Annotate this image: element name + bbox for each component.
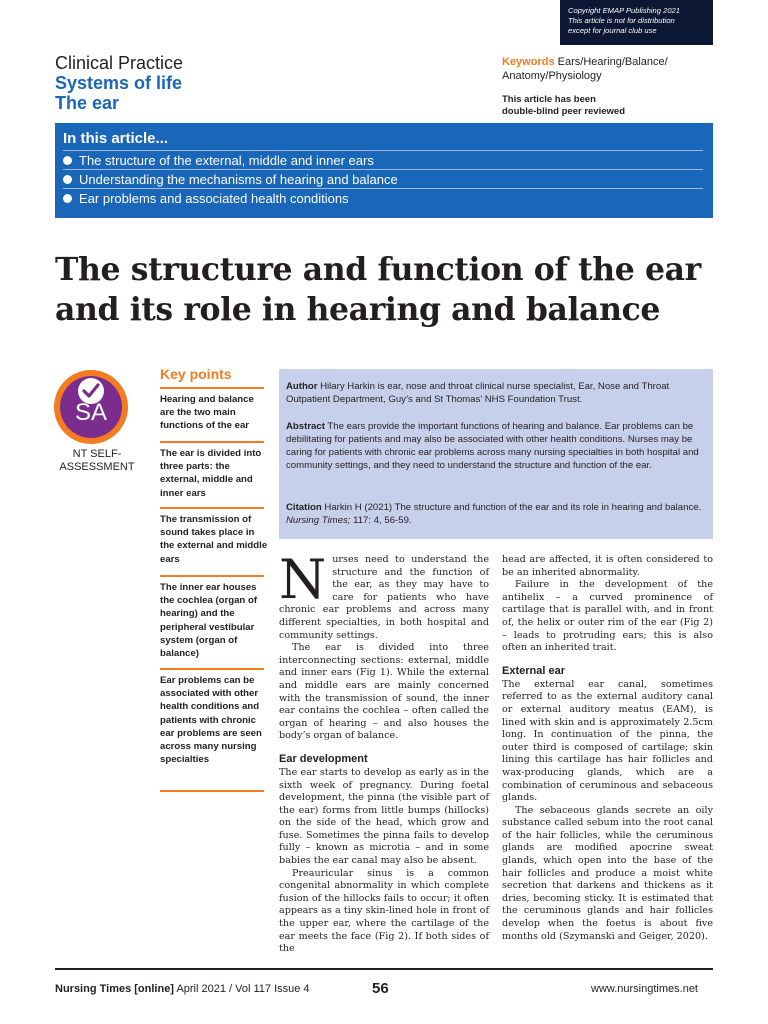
footer-journal: [55, 983, 310, 995]
body-paragraph: The ear starts to develop as early as in the sixth week of pregnancy. During foetal development, the pinna (the visible part of the ear) forms from little bumps (hillocks) on the side of the head, which grow and fuse. Sometimes the pinna fails to develop fully – known as microtia – and in some babies the ear canal may also be absent.: [279, 766, 489, 867]
body-paragraph: [279, 548, 489, 642]
headline-line-1: The structure and function of the ear: [55, 251, 701, 288]
citation-label: Citation: [286, 502, 322, 513]
key-point: Hearing and balance are the two main functions of the ear: [160, 394, 254, 432]
copyright-line-1: Copyright EMAP Publishing 2021: [568, 6, 681, 15]
in-article-item-text: The structure of the external, middle and inner ears: [79, 153, 374, 168]
subheading-ear-development: Ear development: [279, 752, 368, 765]
copyright-banner: [560, 0, 713, 45]
body-paragraph: Preauricular sinus is a common congenital abnormality in which complete fusion of the hillocks fails to occur; it often appears as a tiny skin-lined hole in front of the upper ear, where the cartilage of the ear meets the face (Fig 2). If both sides of the: [279, 867, 489, 955]
body-paragraph: The sebaceous glands secrete an oily substance called sebum into the root canal of the hair follicles, while the ceruminous glands are modified apocrine sweat glands, which open into the base of the hair follicles and produce a moist white secretion that darkens and thickens as it dries, becoming sticky. It is estimated that the ceruminous glands and hair follicles develop when the foetus is about five months old (Szymanski and Geiger, 2020).: [502, 804, 713, 942]
in-article-item-text: Understanding the mechanisms of hearing and balance: [79, 172, 398, 187]
footer-journal-name: Nursing Times [online]: [55, 983, 174, 995]
section-label: Clinical Practice: [55, 53, 184, 73]
key-points-divider: [160, 507, 264, 509]
self-assessment-badge-inner: [60, 376, 122, 438]
headline-line-2: and its role in hearing and balance: [55, 291, 660, 328]
key-points-divider: [160, 387, 264, 389]
key-point: The inner ear houses the cochlea (organ of hearing) and the peripheral vestibular system (organ of balance): [160, 582, 258, 660]
in-article-item-text: Ear problems and associated health conditions: [79, 191, 349, 206]
keywords-label: Keywords: [502, 56, 555, 68]
abstract-label: Abstract: [286, 421, 325, 432]
bullet-icon: [63, 194, 72, 203]
key-points-title: Key points: [160, 366, 232, 382]
body-paragraph-text: urses need to understand the structure and the function of the ear, as they may have to care for patients who have chronic ear problems and across many different specialties, in both hospital and community settings.: [279, 554, 489, 641]
key-points-divider: [160, 668, 264, 670]
copyright-line-3: except for journal club use: [568, 26, 657, 35]
bullet-icon: [63, 156, 72, 165]
abstract-text: The ears provide the important functions of hearing and balance. Ear problems can be debilitating for patients and may also be associated with other health conditions. Nurses may be caring for patients with chronic ear problems across many nursing specialties in both hospital and community settings, and they need to understand the structure and function of the ear.: [286, 421, 699, 471]
self-assessment-label-line-2: ASSESSMENT: [59, 461, 135, 473]
author-paragraph: [286, 380, 708, 406]
body-paragraph: The ear is divided into three interconnecting sections: external, middle and inner ears (Fig 1). While the external and middle ears are mainly concerned with the transmission of sound, the inner ear contains the cochlea – often called the organ of hearing – and also houses the body’s organ of balance.: [279, 642, 489, 742]
keywords-line-2: Anatomy/Physiology: [502, 70, 602, 82]
sa-badge-text: SA: [74, 399, 107, 426]
footer-divider: [55, 968, 713, 970]
self-assessment-label: [54, 448, 140, 474]
peer-review-note: [502, 94, 702, 118]
body-column-2: [502, 554, 713, 943]
body-paragraph: Failure in the development of the antihelix – a curved prominence of cartilage that is parallel with, and in front of, the helix or outer rim of the ear (Fig 2) – leads to protruding ears; this is also often an inherited trait.: [502, 579, 713, 654]
subheading-external-ear: External ear: [502, 664, 565, 677]
abstract-box: [279, 369, 713, 539]
page-number: 56: [372, 980, 389, 997]
key-point: The transmission of sound takes place in the external and middle ears: [160, 514, 268, 565]
author-label: Author: [286, 381, 318, 392]
author-text: Hilary Harkin is ear, nose and throat clinical nurse specialist, Ear, Nose and Throat Outpatient Department, Guy’s and St Thomas’ NHS Foundation Trust.: [286, 381, 670, 405]
footer-url[interactable]: www.nursingtimes.net: [591, 983, 698, 995]
key-points-divider: [160, 441, 264, 443]
abstract-paragraph: [286, 420, 708, 472]
body-paragraph: head are affected, it is often considered to be an inherited abnormality.: [502, 554, 713, 578]
key-point: Ear problems can be associated with other health conditions and patients with chronic ear problems are seen across many nursing specialties: [160, 675, 262, 766]
key-point: The ear is divided into three parts: the external, middle and inner ears: [160, 448, 262, 499]
body-column-1: [279, 548, 489, 956]
self-assessment-label-line-1: NT SELF-: [72, 448, 122, 460]
footer-issue: April 2021 / Vol 117 Issue 4: [176, 983, 310, 995]
keywords: [502, 55, 702, 83]
peer-review-line-2: double-blind peer reviewed: [502, 106, 625, 117]
keywords-line-1: Ears/Hearing/Balance/: [557, 56, 668, 68]
copyright-line-2: This article is not for distribution: [568, 16, 675, 25]
key-points-divider: [160, 790, 264, 792]
article-headline: [55, 250, 735, 330]
citation-paragraph: [286, 501, 708, 527]
citation-text: Harkin H (2021) The structure and function of the ear and its role in hearing and balance.: [324, 502, 702, 513]
drop-cap: N: [279, 548, 327, 611]
series-label: Systems of life: [55, 73, 183, 93]
citation-tail: 117: 4, 56-59.: [353, 515, 412, 526]
key-points-divider: [160, 575, 264, 577]
citation-journal: Nursing Times;: [286, 515, 351, 526]
in-article-item: [63, 169, 703, 187]
in-this-article-box: [55, 123, 713, 218]
peer-review-line-1: This article has been: [502, 94, 596, 105]
in-article-item: [63, 150, 703, 168]
in-this-article-title: In this article...: [63, 130, 169, 147]
body-paragraph: The external ear canal, sometimes referred to as the external auditory canal or external auditory meatus (EAM), is lined with skin and is approximately 2.5cm long. In continuation of the pinna, the outer third is composed of cartilage; skin lining this cartilage has hair follicles and wax-producing glands, which are a combination of ceruminous and sebaceous glands.: [502, 678, 713, 804]
in-article-item: [63, 188, 703, 206]
topic-label: The ear: [55, 93, 120, 113]
bullet-icon: [63, 175, 72, 184]
